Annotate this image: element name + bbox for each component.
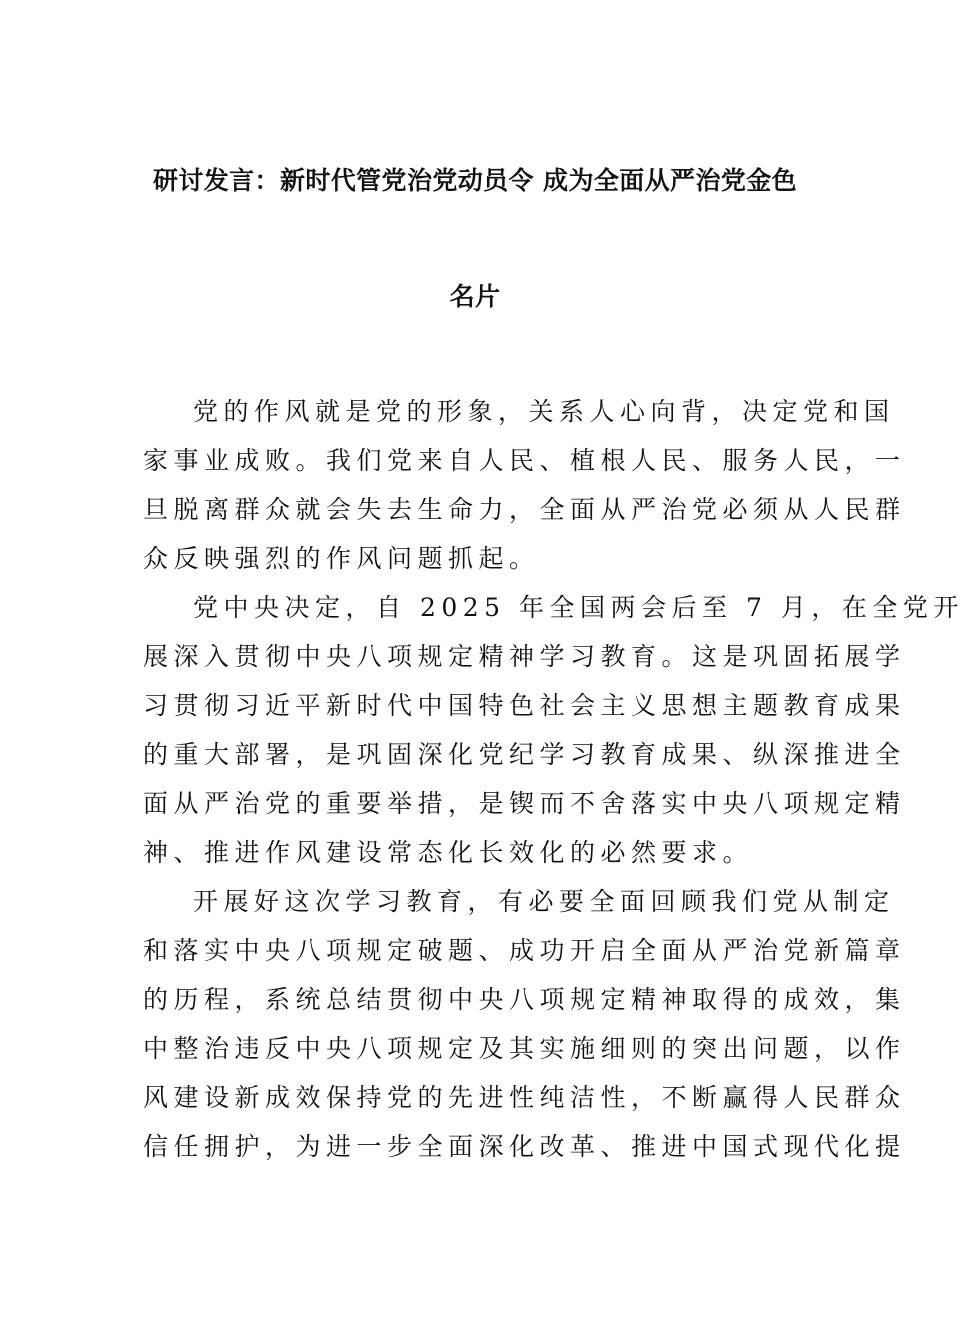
paragraph-1-line-4: 众反映强烈的作风问题抓起。: [143, 544, 540, 573]
document-title-line-1: 研讨发言：新时代管党治党动员令 成为全面从严治党金色: [152, 166, 798, 195]
paragraph-2-line-4: 的重大部署，是巩固深化党纪学习教育成果、纵深推进全: [143, 740, 906, 769]
paragraph-2-line-1: 党中央决定，自 2025 年全国两会后至 7 月，在全党开: [193, 593, 964, 622]
paragraph-3-line-5: 风建设新成效保持党的先进性纯洁性，不断赢得人民群众: [143, 1083, 906, 1112]
paragraph-2-line-2: 展深入贯彻中央八项规定精神学习教育。这是巩固拓展学: [143, 642, 906, 671]
document-title-line-2: 名片: [449, 282, 501, 311]
paragraph-3-line-6: 信任拥护，为进一步全面深化改革、推进中国式现代化提: [143, 1132, 906, 1161]
paragraph-2-line-5: 面从严治党的重要举措，是锲而不舍落实中央八项规定精: [143, 789, 906, 818]
paragraph-1-line-2: 家事业成败。我们党来自人民、植根人民、服务人民，一: [143, 446, 906, 475]
paragraph-2-line-6: 神、推进作风建设常态化长效化的必然要求。: [143, 838, 754, 867]
paragraph-3-line-3: 的历程，系统总结贯彻中央八项规定精神取得的成效，集: [143, 985, 906, 1014]
paragraph-2-line-3: 习贯彻习近平新时代中国特色社会主义思想主题教育成果: [143, 691, 906, 720]
paragraph-3-line-4: 中整治违反中央八项规定及其实施细则的突出问题，以作: [143, 1034, 906, 1063]
paragraph-1-line-1: 党的作风就是党的形象，关系人心向背，决定党和国: [193, 397, 895, 426]
paragraph-1-line-3: 旦脱离群众就会失去生命力，全面从严治党必须从人民群: [143, 495, 906, 524]
paragraph-3-line-1: 开展好这次学习教育，有必要全面回顾我们党从制定: [193, 887, 895, 916]
paragraph-3-line-2: 和落实中央八项规定破题、成功开启全面从严治党新篇章: [143, 936, 906, 965]
document-body: [143, 387, 964, 1171]
